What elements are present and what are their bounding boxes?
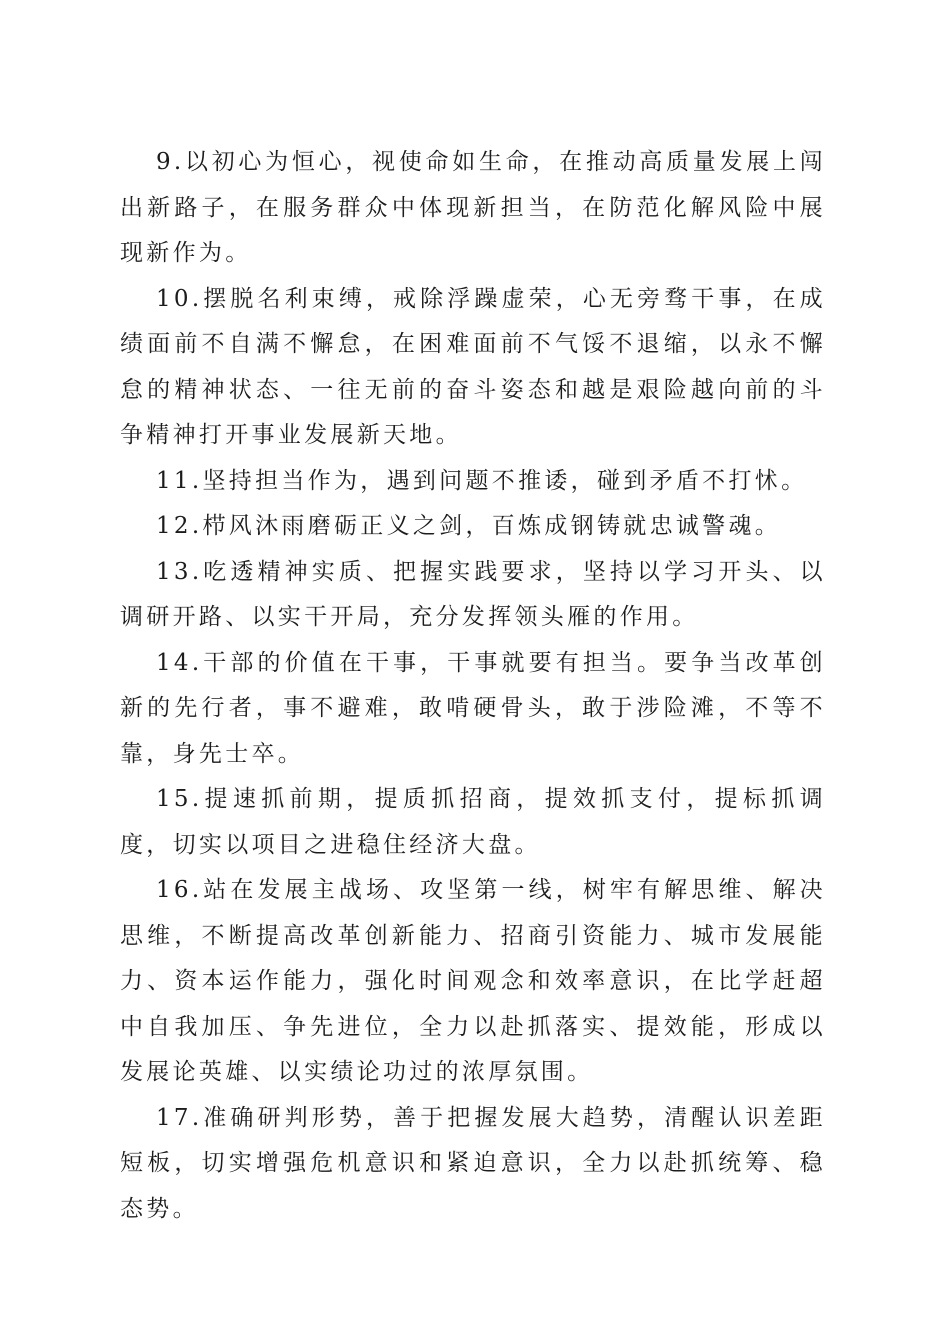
paragraph-9: 9.以初心为恒心，视使命如生命，在推动高质量发展上闯出新路子，在服务群众中体现新担当，在防范化解风险中展现新作为。 [120,149,826,266]
paragraph-15: 15.提速抓前期，提质抓招商，提效抓支付，提标抓调度，切实以项目之进稳住经济大盘。 [120,786,826,858]
paragraph-10: 10.摆脱名利束缚，戒除浮躁虚荣，心无旁骛干事，在成绩面前不自满不懈怠，在困难面前不气馁不退缩，以永不懈怠的精神状态、一往无前的奋斗姿态和越是艰险越向前的斗争精神打开事业发展新天地。 [120,285,826,448]
paragraph-14: 14.干部的价值在干事，干事就要有担当。要争当改革创新的先行者，事不避难，敢啃硬骨头，敢于涉险滩，不等不靠，身先士卒。 [120,649,826,767]
paragraph-13: 13.吃透精神实质、把握实践要求，坚持以学习开头、以调研开路、以实干开局，充分发挥领头雁的作用。 [120,558,826,630]
paragraph-16: 16.站在发展主战场、攻坚第一线，树牢有解思维、解决思维，不断提高改革创新能力、招商引资能力、城市发展能力、资本运作能力，强化时间观念和效率意识，在比学赶超中自我加压、争先进位，全力以赴抓落实、提效能，形成以发展论英雄、以实绩论功过的浓厚氛围。 [120,877,826,1085]
paragraph-12: 12.栉风沐雨磨砺正义之剑，百炼成钢铸就忠诚警魂。 [156,513,782,539]
document-body [120,140,826,1232]
paragraph-11: 11.坚持担当作为，遇到问题不推诿，碰到矛盾不打怵。 [156,467,808,494]
paragraph-17: 17.准确研判形势，善于把握发展大趋势，清醒认识差距短板，切实增强危机意识和紧迫意识，全力以赴抓统筹、稳态势。 [120,1104,826,1222]
